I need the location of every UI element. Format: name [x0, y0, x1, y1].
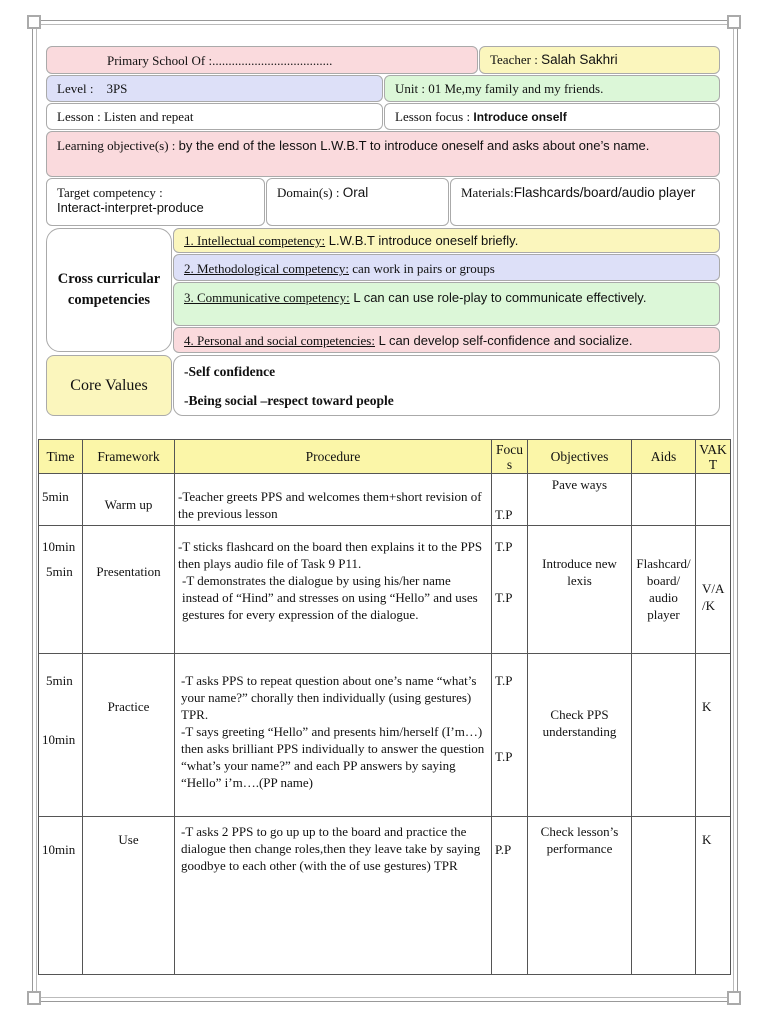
framework-cell [83, 526, 175, 654]
teacher-label: Teacher : [490, 52, 542, 67]
focus-cell [492, 474, 528, 526]
col-header-procedure: Procedure [175, 440, 492, 474]
framework-cell [83, 474, 175, 526]
time-value: 5min [46, 564, 73, 579]
unit-field [384, 75, 720, 102]
col-header-focus: Focus [492, 440, 528, 474]
procedure-text: -T asks 2 PPS to go up up to the board and practice the dialogue then change roles,then they leave take by saying goodbye to each other (with the of use gestures) TPR [181, 824, 481, 873]
vakt-value: K [702, 699, 712, 714]
focus-value: T.P [495, 590, 513, 605]
objectives-cell [528, 526, 632, 654]
framework-value: Warm up [104, 497, 153, 512]
time-value: 5min [42, 489, 69, 504]
competency-item-communicative [173, 282, 720, 326]
table-row [39, 526, 731, 654]
competency-item-personal [173, 327, 720, 353]
competency-text: L can can use role-play to communicate effectively. [349, 290, 647, 305]
materials-field [450, 178, 720, 226]
target-competency-label: Target competency : [57, 185, 163, 200]
target-competency-value: Interact-interpret-produce [57, 200, 204, 215]
vakt-value: V/A /K [702, 581, 724, 613]
focus-value: T.P [495, 539, 513, 554]
focus-cell [492, 654, 528, 817]
time-value: 10min [42, 539, 76, 554]
framework-value: Practice [107, 699, 150, 714]
objectives-value: Check lesson’s performance [540, 824, 619, 856]
framework-value: Use [118, 832, 139, 847]
vakt-cell [696, 817, 731, 975]
col-header-framework: Framework [83, 440, 175, 474]
competency-label: 4. Personal and social competencies: [184, 333, 375, 348]
focus-value: T.P [495, 673, 513, 688]
time-value: 10min [42, 732, 76, 747]
competency-item-methodological [173, 254, 720, 281]
time-value: 5min [46, 673, 73, 688]
table-header-row [39, 440, 731, 474]
objectives-value: Pave ways [551, 477, 608, 492]
cross-curricular-title: Cross curricular competencies [57, 271, 161, 308]
objectives-cell [528, 654, 632, 817]
competency-item-intellectual [173, 228, 720, 253]
col-header-vakt: VAKT [696, 440, 731, 474]
core-value-item: -Being social –respect toward people [184, 393, 394, 408]
lesson-focus-field [384, 103, 720, 130]
table-row [39, 474, 731, 526]
corner-ornament [27, 15, 41, 29]
core-values-title: Core Values [70, 377, 148, 394]
vakt-cell [696, 474, 731, 526]
time-cell [39, 817, 83, 975]
procedure-table [38, 439, 731, 975]
corner-ornament [27, 991, 41, 1005]
objectives-value: Check PPS understanding [542, 707, 617, 739]
school-label: Primary School Of :..................................... [107, 53, 333, 68]
objectives-cell [528, 817, 632, 975]
lesson-text: Lesson : Listen and repeat [57, 109, 194, 124]
unit-text: Unit : 01 Me,my family and my friends. [395, 81, 604, 96]
school-field [46, 46, 478, 74]
domain-value: Oral [342, 185, 369, 200]
col-header-aids: Aids [632, 440, 696, 474]
competency-label: 1. Intellectual competency: [184, 233, 326, 248]
procedure-text: -T sticks flashcard on the board then explains it to the PPS then plays audio file of Task 9 P11. [178, 539, 483, 571]
focus-value: P.P [495, 842, 512, 857]
vakt-value: K [702, 832, 712, 847]
aids-cell [632, 526, 696, 654]
domain-label: Domain(s) : [277, 185, 343, 200]
aids-cell [632, 474, 696, 526]
aids-cell [632, 817, 696, 975]
target-competency-field [46, 178, 265, 226]
cross-curricular-title-box [46, 228, 172, 352]
procedure-text: -Teacher greets PPS and welcomes them+short revision of the previous lesson [178, 489, 482, 521]
objectives-value: Introduce new lexis [542, 556, 617, 588]
framework-cell [83, 654, 175, 817]
level-field [46, 75, 383, 102]
core-values-list [173, 355, 720, 416]
materials-label: Materials: [461, 185, 514, 200]
table-row [39, 654, 731, 817]
procedure-cell [175, 474, 492, 526]
competency-text: can work in pairs or groups [348, 261, 495, 276]
teacher-name: Salah Sakhri [541, 52, 618, 67]
focus-cell [492, 817, 528, 975]
col-header-time: Time [39, 440, 83, 474]
core-values-title-box [46, 355, 172, 416]
competency-text: L can develop self-confidence and socialize. [374, 333, 633, 348]
level-text: Level : 3PS [57, 81, 128, 96]
learning-objective-label: Learning objective(s) : [57, 138, 179, 153]
procedure-cell [175, 654, 492, 817]
time-cell [39, 474, 83, 526]
focus-cell [492, 526, 528, 654]
table-row [39, 817, 731, 975]
procedure-cell [175, 526, 492, 654]
core-value-item: -Self confidence [184, 364, 276, 379]
vakt-cell [696, 526, 731, 654]
vakt-cell [696, 654, 731, 817]
framework-cell [83, 817, 175, 975]
competency-label: 2. Methodological competency: [184, 261, 349, 276]
procedure-text: -T demonstrates the dialogue by using his/her name instead of “Hind” and stresses on using “Hello” and uses gestures for every expression of the dialogue. [182, 573, 478, 622]
teacher-field [479, 46, 720, 74]
learning-objective-text: by the end of the lesson L.W.B.T to introduce oneself and asks about one’s name. [178, 138, 650, 153]
domain-field [266, 178, 449, 226]
procedure-cell [175, 817, 492, 975]
time-cell [39, 654, 83, 817]
focus-value: T.P [495, 749, 513, 764]
materials-value: Flashcards/board/audio player [513, 185, 696, 200]
corner-ornament [727, 15, 741, 29]
objectives-cell [528, 474, 632, 526]
competency-label: 3. Communicative competency: [184, 290, 350, 305]
procedure-text: -T says greeting “Hello” and presents him/herself (I’m…) then asks brilliant PPS individually to answer the question “what’s your name?” and each PP answers by saying “Hello” i’m….(PP name) [181, 724, 485, 790]
col-header-objectives: Objectives [528, 440, 632, 474]
time-value: 10min [42, 842, 76, 857]
learning-objective-field [46, 131, 720, 177]
framework-value: Presentation [96, 564, 161, 579]
lesson-focus-label: Lesson focus : [395, 109, 474, 124]
time-cell [39, 526, 83, 654]
procedure-text: -T asks PPS to repeat question about one’s name “what’s your name?” chorally then individually (using gestures) TPR. [181, 673, 477, 722]
aids-cell [632, 654, 696, 817]
lesson-focus-value: Introduce onself [473, 110, 567, 124]
corner-ornament [727, 991, 741, 1005]
aids-value: Flashcard/ board/ audio player [636, 556, 691, 622]
competency-text: L.W.B.T introduce oneself briefly. [325, 233, 519, 248]
focus-value: T.P [495, 507, 513, 522]
lesson-field [46, 103, 383, 130]
